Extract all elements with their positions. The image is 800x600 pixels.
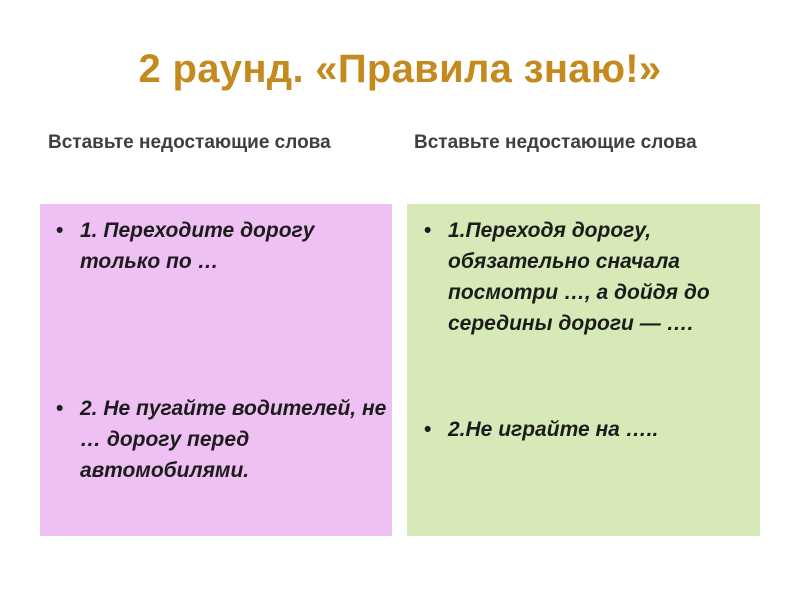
list-item-text: 2.Не играйте на ….. (448, 418, 659, 441)
list-item (424, 215, 758, 339)
list-item (424, 414, 758, 445)
left-column-header: Вставьте недостающие слова (48, 132, 331, 153)
left-content-panel (40, 204, 392, 536)
list-item (56, 393, 390, 486)
list-item-text: 1. Переходите дорогу только по … (80, 219, 315, 273)
right-column-header: Вставьте недостающие слова (414, 132, 697, 153)
list-item (56, 215, 390, 277)
list-item-text: 2. Не пугайте водителей, не … дорогу перед автомобилями. (80, 397, 387, 482)
list-item-text: 1.Переходя дорогу, обязательно сначала посмотри …, а дойдя до середины дороги — …. (448, 219, 710, 335)
bullet-icon: • (56, 397, 64, 420)
right-content-panel (407, 204, 760, 536)
bullet-icon: • (424, 219, 432, 242)
bullet-icon: • (424, 418, 432, 441)
bullet-icon: • (56, 219, 64, 242)
slide-title: 2 раунд. «Правила знаю!» (138, 47, 662, 91)
